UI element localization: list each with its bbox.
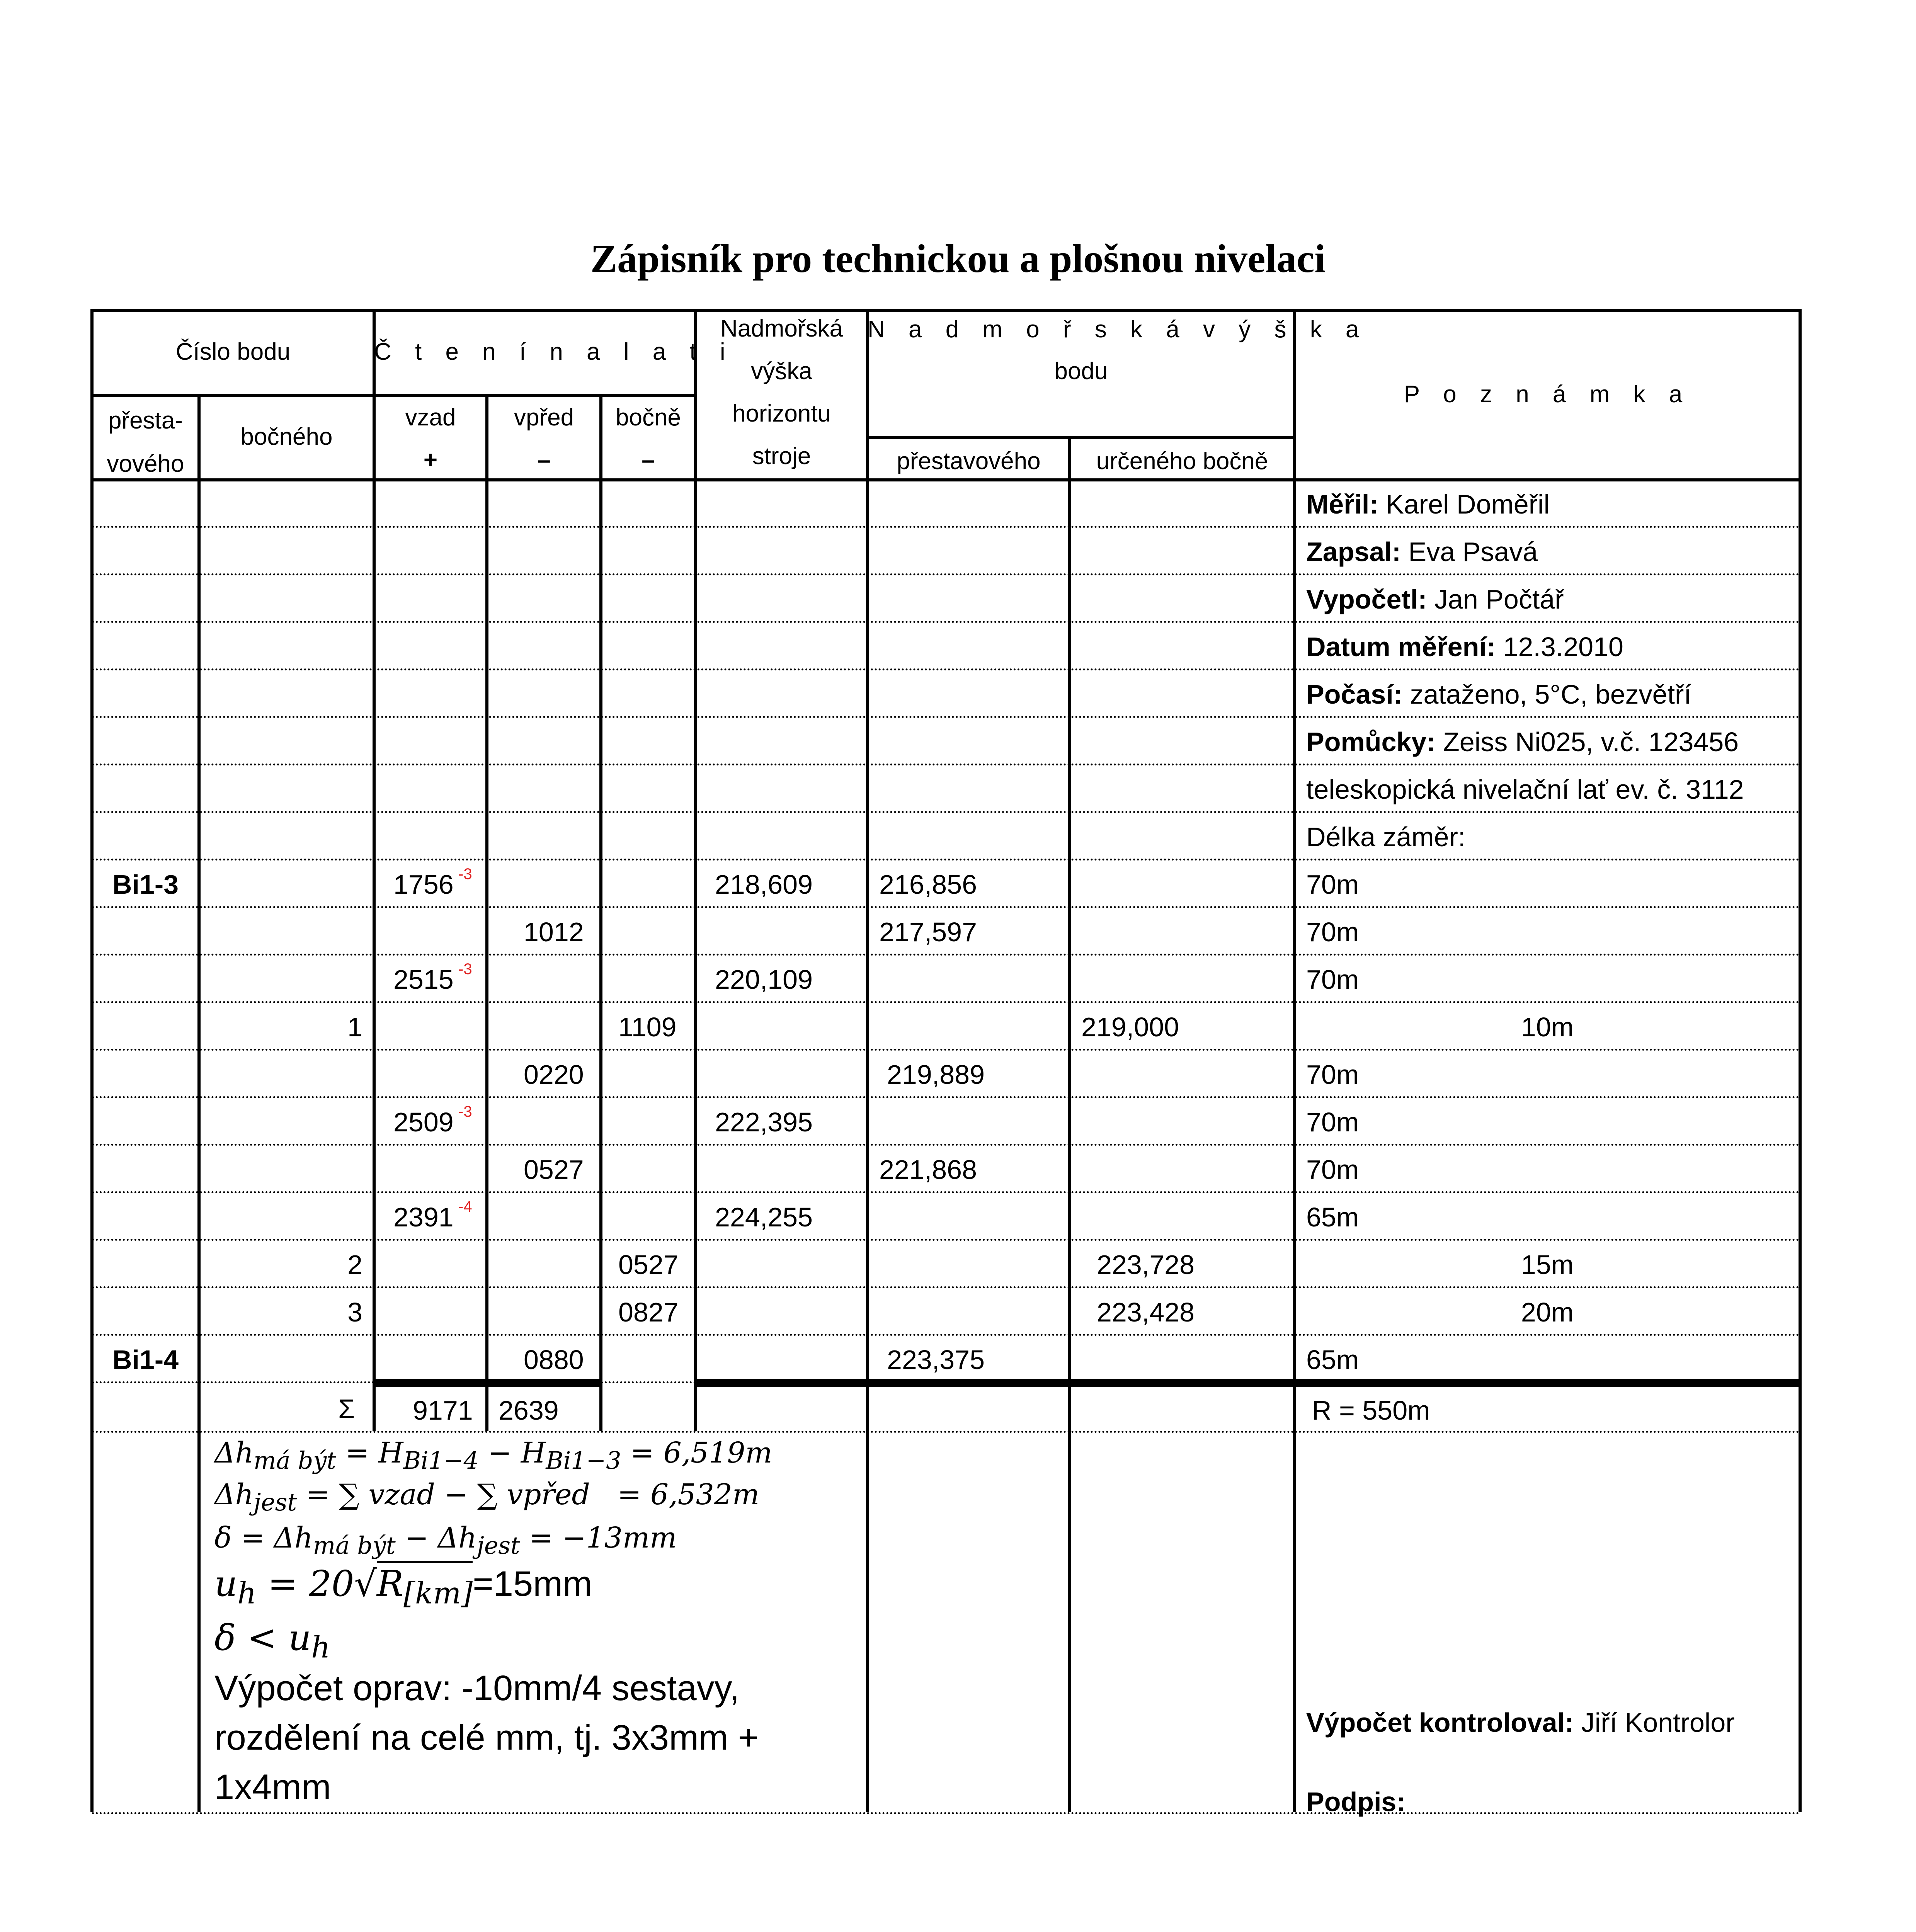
height-prestavovy: 223,375 <box>887 1345 985 1375</box>
row-separator <box>92 621 1800 623</box>
table-bottom-rule <box>92 1812 1800 1814</box>
header-minus: – <box>537 447 551 473</box>
header-horizont: horizontu <box>732 400 831 427</box>
col-rule-horizont <box>694 309 697 1431</box>
row-separator <box>92 1144 1800 1146</box>
total-length: R = 550m <box>1312 1395 1430 1425</box>
reading-vpred: 1012 <box>524 917 584 947</box>
calc-oprava: 1x4mm <box>214 1767 331 1807</box>
page-title: Zápisník pro technickou a plošnou nivelaci <box>590 236 1326 281</box>
calc-line-ma-byt: $\Delta h_{má být} = H_{Bi1-4} - H_{Bi1-3} = 6,519m$ <box>214 1436 773 1475</box>
header-vyska-bodu: N a d m o ř s k á v ý š k a <box>868 316 1368 343</box>
height-prestavovy: 217,597 <box>879 917 977 947</box>
row-separator <box>92 1191 1800 1193</box>
header-bocne: bočně <box>616 404 681 431</box>
sum-vzad: 9171 <box>413 1395 473 1425</box>
horizon-height: 224,255 <box>715 1202 813 1232</box>
reading-bocne: 1109 <box>618 1012 677 1042</box>
col-rule-prestavoveho <box>866 309 869 1812</box>
col-rule-vpred <box>485 394 488 1431</box>
sight-length: 20m <box>1521 1297 1574 1327</box>
col-rule-bocneho <box>197 394 201 1812</box>
calc-line-porovnani: $\delta < u_h$ <box>214 1617 330 1665</box>
header-rule-vyska <box>868 436 1295 439</box>
header-horizont: Nadmořská <box>720 315 843 342</box>
sight-length: 70m <box>1306 917 1359 947</box>
header-bottom-rule <box>92 478 1800 481</box>
header-urceneho-bocne: určeného bočně <box>1096 448 1268 474</box>
header-vyska-bodu: bodu <box>1054 358 1108 384</box>
col-rule-bocne <box>599 394 602 1431</box>
height-prestavovy: 219,889 <box>887 1060 985 1090</box>
sum-row-separator <box>92 1431 1800 1433</box>
reading-vzad: 2515 <box>393 964 454 995</box>
row-separator <box>92 526 1800 528</box>
reading-vpred: 0527 <box>524 1155 584 1185</box>
row-separator <box>92 1049 1800 1051</box>
reading-vzad: 2391 <box>393 1202 454 1232</box>
sight-length: 70m <box>1306 1155 1359 1185</box>
sight-length: 70m <box>1306 1107 1359 1137</box>
sight-length: 70m <box>1306 964 1359 995</box>
table-left-rule <box>90 309 94 1812</box>
row-separator <box>92 668 1800 670</box>
header-minus: – <box>642 447 655 473</box>
header-prestavoveho: přesta- <box>108 407 183 434</box>
header-vpred: vpřed <box>514 404 574 431</box>
reading-vzad: 1756 <box>393 869 454 900</box>
point-bocny: 2 <box>347 1250 362 1280</box>
note-line: Pomůcky: Zeiss Ni025, v.č. 123456 <box>1306 727 1739 757</box>
header-poznamka: P o z n á m k a <box>1404 381 1691 408</box>
sum-vpred: 2639 <box>499 1395 559 1425</box>
row-separator <box>92 716 1800 718</box>
calc-line-mezni: $u_h = 20√R_{[km]}=15mm$ <box>214 1566 592 1609</box>
sight-length: 15m <box>1521 1250 1574 1280</box>
reading-vpred: 0220 <box>524 1060 584 1090</box>
height-bocny: 219,000 <box>1081 1012 1179 1042</box>
calc-line-jest: $\Delta h_{jest}$ = ∑ vzad − ∑ vpřed = 6,532m <box>214 1478 760 1516</box>
col-rule-urceneho <box>1068 436 1071 1812</box>
point-prestavovy: Bi1-3 <box>112 869 179 900</box>
header-cislo-bodu: Číslo bodu <box>175 338 291 365</box>
reading-vpred: 0880 <box>524 1345 584 1375</box>
closing-thick-rule <box>374 1379 601 1387</box>
correction-superscript: -4 <box>458 1198 472 1215</box>
control-note: Výpočet kontroloval: Jiří Kontrolor <box>1306 1708 1735 1738</box>
header-rule-cteni <box>374 394 696 397</box>
header-prestavoveho-vyska: přestavového <box>897 448 1041 474</box>
point-prestavovy: Bi1-4 <box>112 1345 179 1375</box>
note-line: Délka záměr: <box>1306 822 1466 852</box>
header-horizont: výška <box>751 358 812 384</box>
signature-label: Podpis: <box>1306 1787 1406 1817</box>
horizon-height: 222,395 <box>715 1107 813 1137</box>
header-horizont: stroje <box>752 443 811 469</box>
header-plus: + <box>423 447 438 473</box>
note-line: Počasí: zataženo, 5°C, bezvětří <box>1306 679 1691 709</box>
closing-thick-rule <box>696 1379 1800 1387</box>
height-prestavovy: 221,868 <box>879 1155 977 1185</box>
reading-bocne: 0827 <box>618 1297 679 1327</box>
col-rule-poznamka <box>1293 309 1296 1812</box>
correction-superscript: -3 <box>458 1103 472 1120</box>
row-separator <box>92 1239 1800 1241</box>
table-top-rule <box>92 309 1800 312</box>
row-separator <box>92 954 1800 956</box>
sight-length: 65m <box>1306 1202 1359 1232</box>
header-prestavoveho: vového <box>107 451 184 477</box>
calc-oprava: Výpočet oprav: -10mm/4 sestavy, <box>214 1668 740 1708</box>
sight-length: 70m <box>1306 869 1359 900</box>
note-line: Měřil: Karel Doměřil <box>1306 489 1550 519</box>
note-line: Datum měření: 12.3.2010 <box>1306 632 1623 662</box>
note-line: Vypočetl: Jan Počtář <box>1306 584 1564 614</box>
sight-length: 70m <box>1306 1060 1359 1090</box>
header-cteni-na-lati: Č t e n í n a l a t i <box>374 338 734 365</box>
calc-oprava: rozdělení na celé mm, tj. 3x3mm + <box>214 1718 759 1757</box>
col-rule-vzad <box>373 309 376 1431</box>
sight-length: 10m <box>1521 1012 1574 1042</box>
row-separator <box>92 1334 1800 1336</box>
reading-vzad: 2509 <box>393 1107 454 1137</box>
row-separator <box>92 1286 1800 1288</box>
height-bocny: 223,728 <box>1097 1250 1195 1280</box>
header-vzad: vzad <box>405 404 456 431</box>
calc-line-odchylka: $\delta = \Delta h_{má být} - \Delta h_{jest} = -13mm$ <box>214 1521 677 1560</box>
note-line: Zapsal: Eva Psavá <box>1306 537 1538 567</box>
height-bocny: 223,428 <box>1097 1297 1195 1327</box>
correction-superscript: -3 <box>458 961 472 978</box>
row-separator <box>92 764 1800 765</box>
row-separator <box>92 573 1800 575</box>
row-separator <box>92 811 1800 813</box>
row-separator <box>92 1001 1800 1003</box>
horizon-height: 220,109 <box>715 964 813 995</box>
point-bocny: 1 <box>347 1012 362 1042</box>
point-bocny: 3 <box>347 1297 362 1327</box>
correction-superscript: -3 <box>458 866 472 883</box>
header-rule-cislo <box>92 394 374 397</box>
horizon-height: 218,609 <box>715 869 813 900</box>
row-separator <box>92 1381 374 1383</box>
sight-length: 65m <box>1306 1345 1359 1375</box>
reading-bocne: 0527 <box>618 1250 679 1280</box>
row-separator <box>92 859 1800 861</box>
sum-symbol: Σ <box>338 1394 355 1424</box>
row-separator <box>601 1381 696 1383</box>
note-line: teleskopická nivelační lať ev. č. 3112 <box>1306 774 1744 804</box>
height-prestavovy: 216,856 <box>879 869 977 900</box>
header-bocneho: bočného <box>240 423 333 450</box>
row-separator <box>92 906 1800 908</box>
row-separator <box>92 1096 1800 1098</box>
table-right-rule <box>1799 309 1802 1812</box>
